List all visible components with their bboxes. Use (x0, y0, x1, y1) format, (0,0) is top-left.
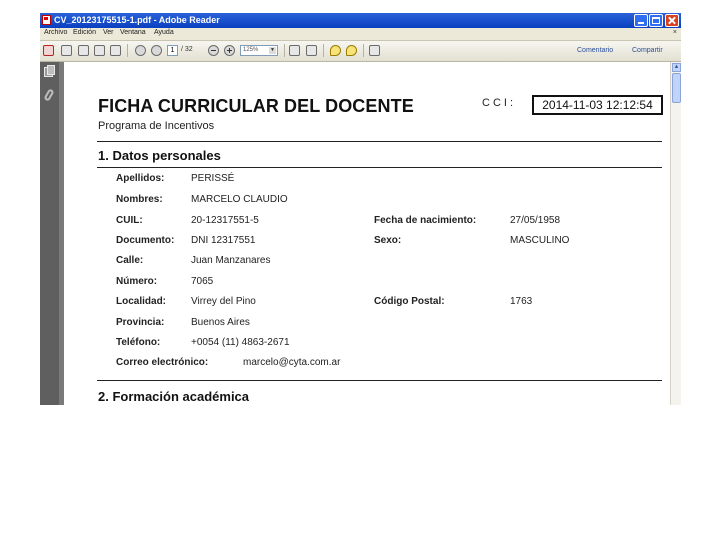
menu-bar (40, 28, 681, 41)
navigation-panel (40, 62, 59, 405)
numero-value: 7065 (191, 276, 214, 287)
nombres-value: MARCELO CLAUDIO (191, 194, 288, 205)
apellidos-label: Apellidos: (116, 173, 165, 184)
zoom-in-icon[interactable] (224, 45, 235, 56)
telefono-label: Teléfono: (116, 337, 161, 348)
create-pdf-icon[interactable] (43, 45, 54, 56)
share-button[interactable]: Compartir (632, 47, 663, 54)
minimize-button[interactable] (634, 14, 648, 27)
previous-page-icon[interactable] (135, 45, 146, 56)
document-close-icon[interactable]: × (672, 29, 677, 36)
window-title: CV_20123175515-1.pdf - Adobe Reader (54, 15, 220, 25)
cuil-label: CUIL: (116, 215, 143, 226)
pdf-page (64, 62, 670, 405)
vertical-scrollbar[interactable] (670, 62, 681, 405)
fecha-nacimiento-value: 27/05/1958 (510, 215, 561, 226)
localidad-label: Localidad: (116, 296, 167, 307)
provincia-label: Provincia: (116, 317, 165, 328)
edit-icon[interactable] (61, 45, 72, 56)
correo-value: marcelo@cyta.com.ar (243, 357, 341, 368)
menu-archivo[interactable]: Archivo (44, 29, 68, 36)
telefono-value: +0054 (11) 4863-2671 (191, 337, 290, 348)
codigo-postal-value: 1763 (510, 296, 533, 307)
comment-button[interactable]: Comentario (577, 47, 614, 54)
section-title-personal: 1. Datos personales (98, 148, 221, 163)
apellidos-value: PERISSÉ (191, 173, 235, 184)
pages-icon[interactable] (44, 67, 53, 77)
chevron-down-icon[interactable]: ▼ (270, 47, 275, 53)
close-button[interactable] (665, 14, 679, 27)
divider (97, 141, 662, 142)
save-icon[interactable] (78, 45, 89, 56)
email-icon[interactable] (110, 45, 121, 56)
divider (97, 167, 662, 168)
zoom-value: 125% (243, 47, 259, 53)
correo-label: Correo electrónico: (116, 357, 209, 368)
menu-ventana[interactable]: Ventana (120, 29, 146, 36)
zoom-out-icon[interactable] (208, 45, 219, 56)
sexo-label: Sexo: (374, 235, 402, 246)
toolbar-separator (127, 44, 128, 57)
menu-edicion[interactable]: Edición (73, 29, 96, 36)
toolbar (40, 41, 681, 62)
divider (97, 380, 662, 381)
print-icon[interactable] (94, 45, 105, 56)
cuil-value: 20-12317551-5 (191, 215, 259, 226)
expand-icon[interactable] (369, 45, 380, 56)
next-page-icon[interactable] (151, 45, 162, 56)
provincia-value: Buenos Aires (191, 317, 250, 328)
adobe-reader-window (40, 13, 681, 405)
document-viewport[interactable] (59, 62, 670, 405)
localidad-value: Virrey del Pino (191, 296, 256, 307)
ccl-label: CCI: (482, 97, 516, 109)
scroll-up-icon[interactable]: ▲ (673, 64, 680, 70)
fit-page-icon[interactable] (289, 45, 300, 56)
scroll-thumb[interactable] (672, 73, 681, 103)
toolbar-separator (323, 44, 324, 57)
title-bar (40, 13, 681, 28)
document-subtitle: Programa de Incentivos (98, 120, 215, 132)
fit-width-icon[interactable] (306, 45, 317, 56)
documento-value: DNI 12317551 (191, 235, 256, 246)
page-total: / 32 (181, 46, 193, 53)
codigo-postal-label: Código Postal: (374, 296, 445, 307)
calle-value: Juan Manzanares (191, 255, 271, 266)
menu-ver[interactable]: Ver (103, 29, 114, 36)
document-title: FICHA CURRICULAR DEL DOCENTE (98, 96, 414, 116)
paperclip-icon[interactable] (43, 88, 54, 101)
nombres-label: Nombres: (116, 194, 163, 205)
menu-ayuda[interactable]: Ayuda (154, 29, 174, 36)
acrobat-pdf-icon (42, 15, 51, 25)
section-title-formacion: 2. Formación académica (98, 389, 250, 404)
highlight-icon[interactable] (346, 45, 357, 56)
comment-icon[interactable] (330, 45, 341, 56)
toolbar-separator (363, 44, 364, 57)
numero-label: Número: (116, 276, 158, 287)
documento-label: Documento: (116, 235, 175, 246)
maximize-button[interactable] (649, 14, 663, 27)
toolbar-separator (284, 44, 285, 57)
page-number-input[interactable]: 1 (167, 45, 178, 56)
calle-label: Calle: (116, 255, 144, 266)
ccl-timestamp: 2014-11-03 12:12:54 (532, 95, 663, 115)
zoom-select[interactable] (240, 45, 278, 56)
sexo-value: MASCULINO (510, 235, 570, 246)
fecha-nacimiento-label: Fecha de nacimiento: (374, 215, 477, 226)
